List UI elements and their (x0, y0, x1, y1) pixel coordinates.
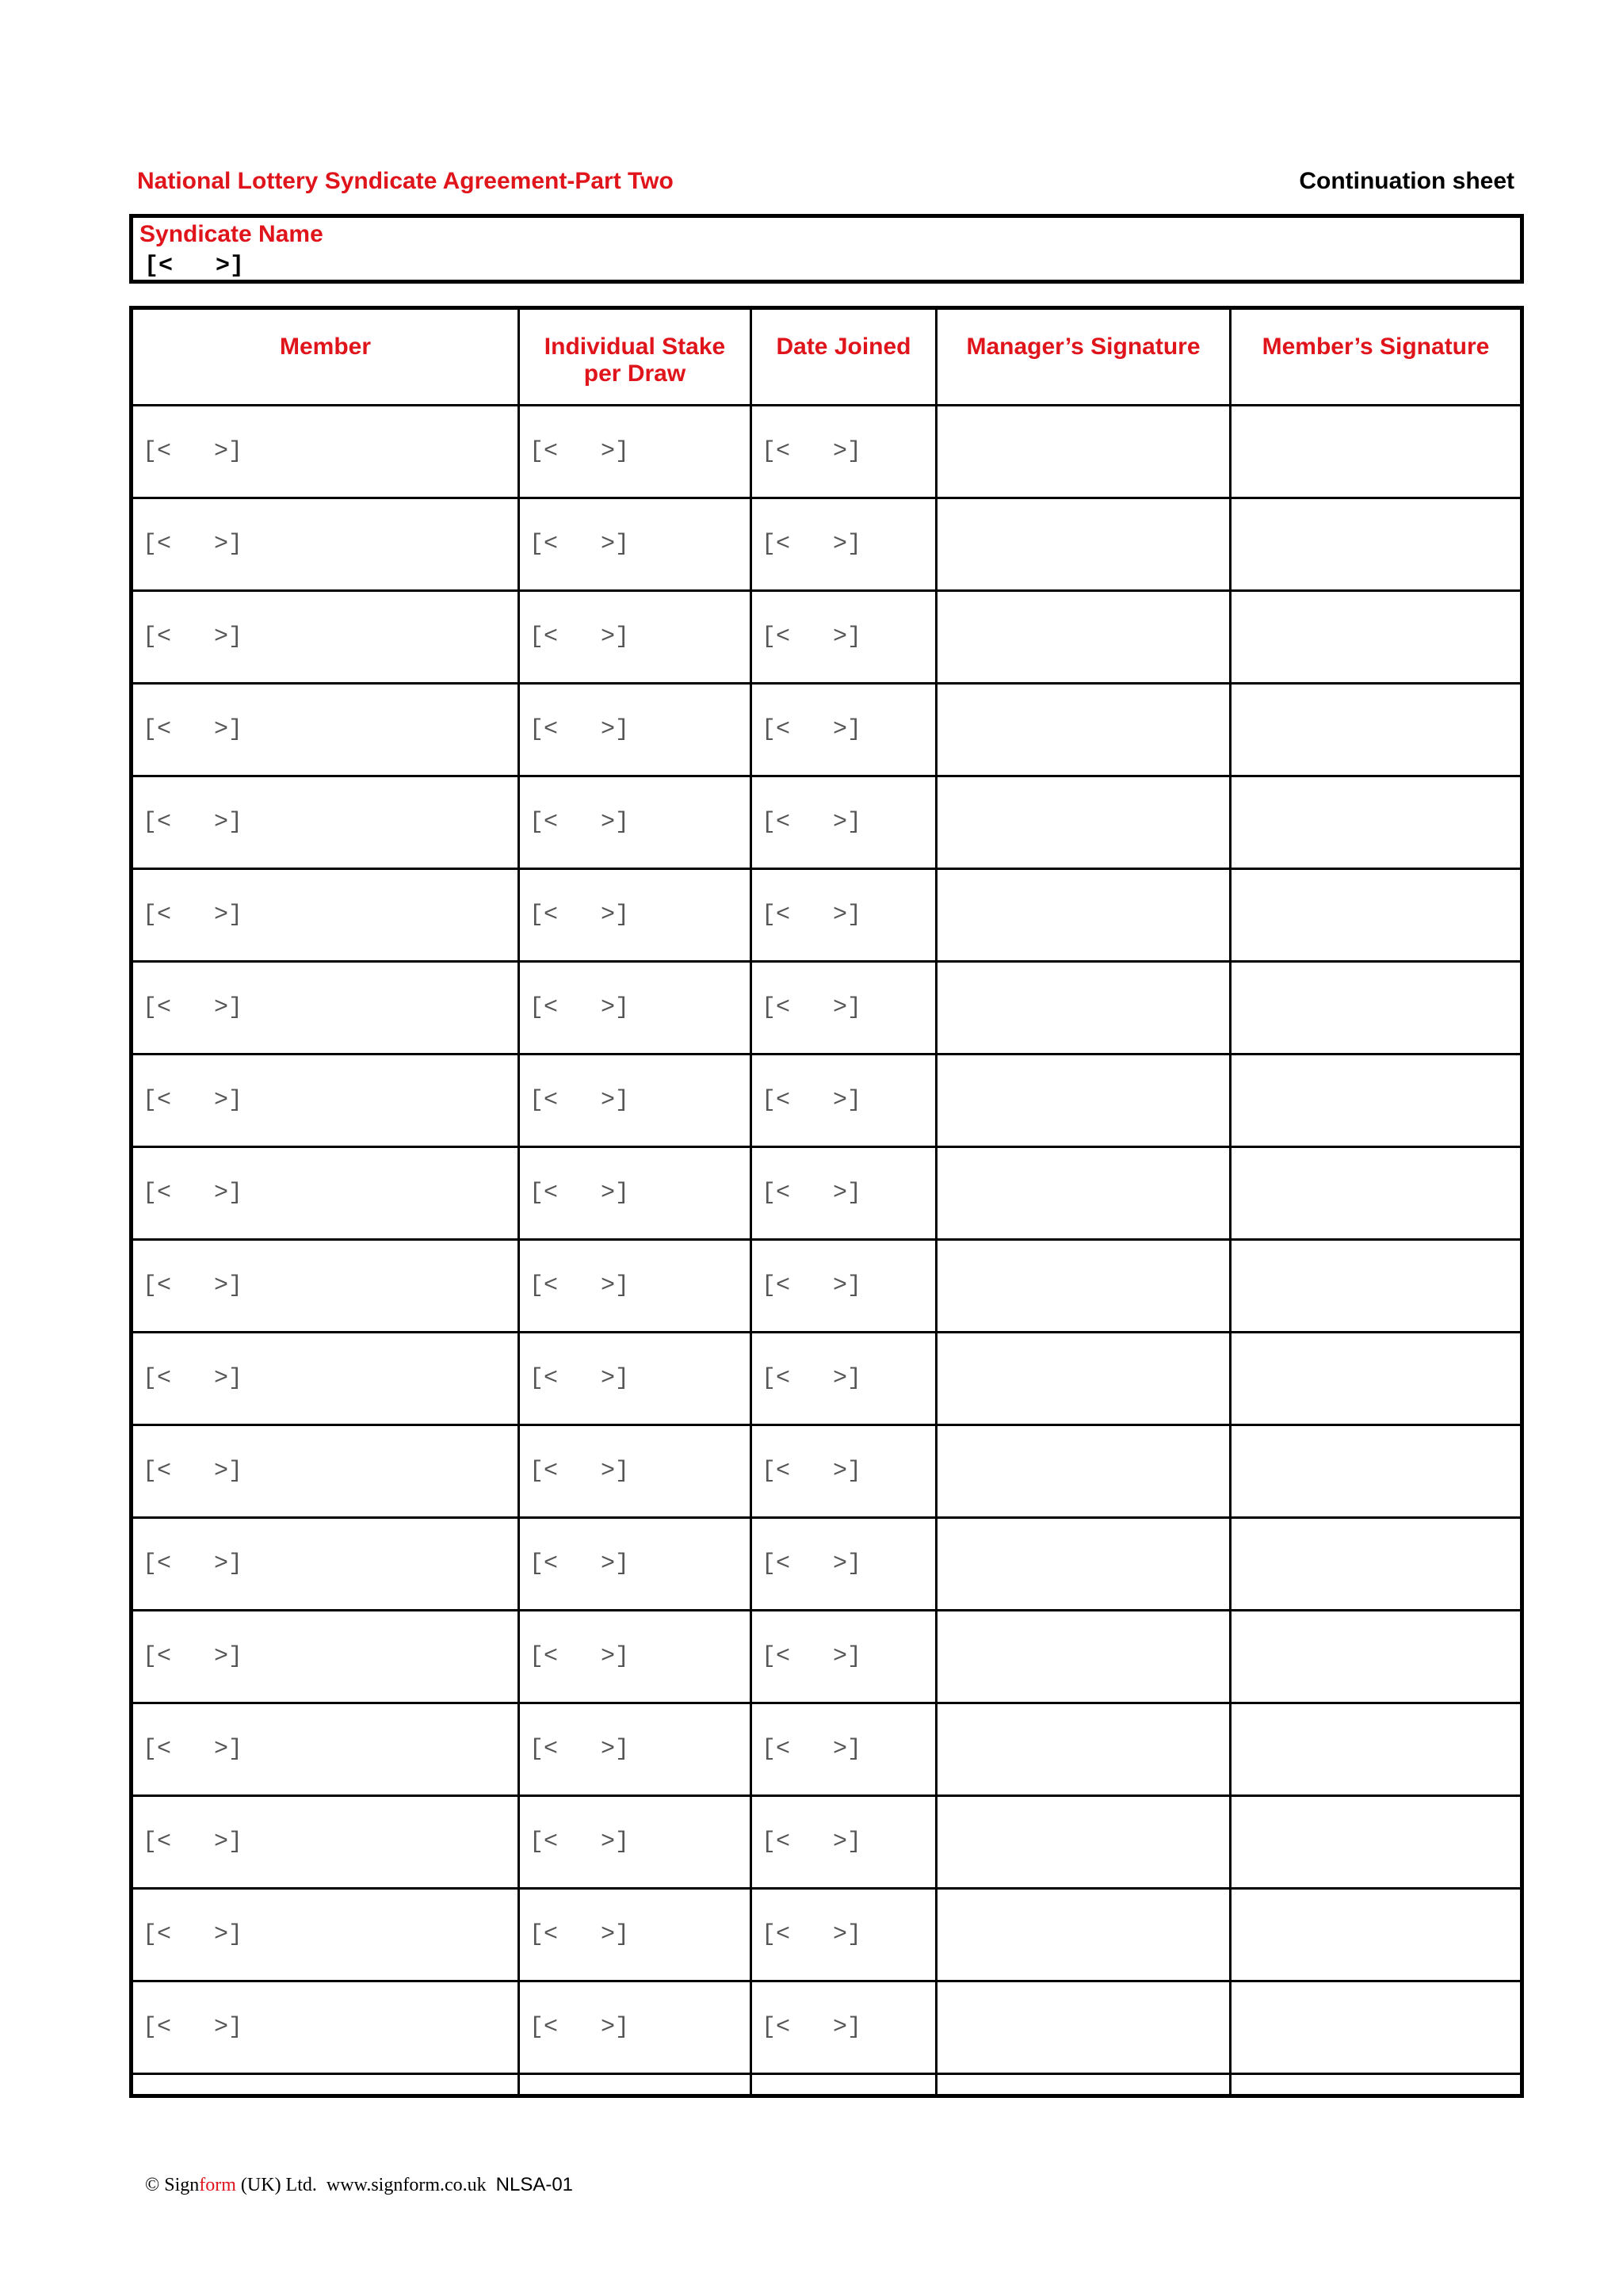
manager-signature-field[interactable] (938, 1426, 1232, 1519)
date-joined-field[interactable] (752, 963, 938, 1055)
date-joined-field[interactable] (752, 870, 938, 963)
footer-brand-sign: Sign (164, 2175, 200, 2195)
placeholder-text: [< >] (529, 1643, 630, 1670)
member-field[interactable] (133, 1982, 520, 2075)
placeholder-text: [< >] (143, 2014, 243, 2041)
syndicate-name-field[interactable]: [< >] (144, 253, 245, 280)
member-signature-field[interactable] (1232, 1426, 1520, 1519)
placeholder-text: [< >] (762, 902, 862, 929)
footer-company: (UK) Ltd. www.signform.co.uk (235, 2175, 496, 2195)
date-joined-field[interactable] (752, 1333, 938, 1426)
placeholder-text: [< >] (529, 531, 630, 558)
stake-field[interactable] (520, 963, 752, 1055)
table-spacer-cell (133, 2075, 520, 2094)
stake-field[interactable] (520, 1890, 752, 1982)
member-signature-field[interactable] (1232, 499, 1520, 592)
placeholder-text: [< >] (529, 1736, 630, 1763)
table-spacer-cell (752, 2075, 938, 2094)
date-joined-field[interactable] (752, 1982, 938, 2075)
member-field[interactable] (133, 1797, 520, 1890)
member-field[interactable] (133, 1055, 520, 1148)
placeholder-text: [< >] (143, 1272, 243, 1299)
stake-field[interactable] (520, 1519, 752, 1611)
placeholder-text: [< >] (143, 1921, 243, 1948)
manager-signature-field[interactable] (938, 1611, 1232, 1704)
column-header-manager-signature: Manager’s Signature (938, 310, 1232, 406)
placeholder-text: [< >] (529, 809, 630, 836)
member-signature-field[interactable] (1232, 1148, 1520, 1241)
manager-signature-field[interactable] (938, 1055, 1232, 1148)
member-signature-field[interactable] (1232, 1982, 1520, 2075)
member-field[interactable] (133, 1148, 520, 1241)
footer (145, 2174, 573, 2196)
manager-signature-field[interactable] (938, 406, 1232, 499)
manager-signature-field[interactable] (938, 499, 1232, 592)
date-joined-field[interactable] (752, 777, 938, 870)
member-field[interactable] (133, 1426, 520, 1519)
stake-field[interactable] (520, 1426, 752, 1519)
placeholder-text: [< >] (143, 531, 243, 558)
placeholder-text: [< >] (762, 531, 862, 558)
date-joined-field[interactable] (752, 592, 938, 685)
placeholder-text: [< >] (762, 716, 862, 743)
manager-signature-field[interactable] (938, 1241, 1232, 1333)
placeholder-text: [< >] (143, 1829, 243, 1855)
placeholder-text: [< >] (762, 994, 862, 1021)
stake-field[interactable] (520, 1055, 752, 1148)
placeholder-text: [< >] (143, 438, 243, 465)
copyright-mark: © (145, 2175, 165, 2195)
manager-signature-field[interactable] (938, 870, 1232, 963)
column-header-stake: Individual Stake per Draw (520, 310, 752, 406)
placeholder-text: [< >] (762, 1829, 862, 1855)
date-joined-field[interactable] (752, 1241, 938, 1333)
member-field[interactable] (133, 963, 520, 1055)
member-signature-field[interactable] (1232, 1890, 1520, 1982)
member-field[interactable] (133, 592, 520, 685)
date-joined-field[interactable] (752, 1426, 938, 1519)
footer-brand-form: form (199, 2175, 236, 2195)
members-table (129, 306, 1524, 2098)
placeholder-text: [< >] (762, 1272, 862, 1299)
member-field[interactable] (133, 1241, 520, 1333)
document-title: National Lottery Syndicate Agreement-Part Two (137, 168, 674, 194)
member-signature-field[interactable] (1232, 1241, 1520, 1333)
stake-field[interactable] (520, 1797, 752, 1890)
placeholder-text: [< >] (529, 1272, 630, 1299)
placeholder-text: [< >] (143, 1736, 243, 1763)
member-field[interactable] (133, 1890, 520, 1982)
stake-field[interactable] (520, 870, 752, 963)
placeholder-text: [< >] (762, 1087, 862, 1114)
placeholder-text: [< >] (529, 902, 630, 929)
member-field[interactable] (133, 1611, 520, 1704)
placeholder-text: [< >] (143, 809, 243, 836)
placeholder-text: [< >] (762, 809, 862, 836)
member-field[interactable] (133, 1333, 520, 1426)
manager-signature-field[interactable] (938, 1797, 1232, 1890)
placeholder-text: [< >] (762, 438, 862, 465)
member-field[interactable] (133, 777, 520, 870)
placeholder-text: [< >] (143, 1180, 243, 1207)
placeholder-text: [< >] (143, 624, 243, 650)
placeholder-text: [< >] (143, 716, 243, 743)
placeholder-text: [< >] (762, 624, 862, 650)
placeholder-text: [< >] (529, 1180, 630, 1207)
member-field[interactable] (133, 499, 520, 592)
placeholder-text: [< >] (143, 1550, 243, 1577)
table-spacer-cell (1232, 2075, 1520, 2094)
date-joined-field[interactable] (752, 1611, 938, 1704)
placeholder-text: [< >] (143, 1458, 243, 1485)
stake-field[interactable] (520, 685, 752, 777)
member-signature-field[interactable] (1232, 1519, 1520, 1611)
manager-signature-field[interactable] (938, 592, 1232, 685)
date-joined-field[interactable] (752, 1797, 938, 1890)
stake-field[interactable] (520, 1704, 752, 1797)
stake-field[interactable] (520, 1982, 752, 2075)
placeholder-text: [< >] (529, 1365, 630, 1392)
date-joined-field[interactable] (752, 406, 938, 499)
column-header-member: Member (133, 310, 520, 406)
stake-field[interactable] (520, 1241, 752, 1333)
placeholder-text: [< >] (143, 994, 243, 1021)
placeholder-text: [< >] (529, 1829, 630, 1855)
continuation-label: Continuation sheet (1299, 168, 1514, 194)
manager-signature-field[interactable] (938, 1982, 1232, 2075)
placeholder-text: [< >] (143, 902, 243, 929)
placeholder-text: [< >] (762, 1921, 862, 1948)
stake-field[interactable] (520, 1611, 752, 1704)
manager-signature-field[interactable] (938, 1890, 1232, 1982)
member-signature-field[interactable] (1232, 963, 1520, 1055)
member-signature-field[interactable] (1232, 1704, 1520, 1797)
footer-form-code: NLSA-01 (495, 2174, 574, 2195)
placeholder-text: [< >] (762, 2014, 862, 2041)
column-header-date-joined: Date Joined (752, 310, 938, 406)
stake-field[interactable] (520, 1333, 752, 1426)
date-joined-field[interactable] (752, 1148, 938, 1241)
stake-field[interactable] (520, 1148, 752, 1241)
placeholder-text: [< >] (143, 1087, 243, 1114)
syndicate-name-box (129, 214, 1524, 284)
member-signature-field[interactable] (1232, 1611, 1520, 1704)
stake-field[interactable] (520, 406, 752, 499)
member-signature-field[interactable] (1232, 777, 1520, 870)
member-signature-field[interactable] (1232, 1055, 1520, 1148)
manager-signature-field[interactable] (938, 777, 1232, 870)
placeholder-text: [< >] (143, 1365, 243, 1392)
manager-signature-field[interactable] (938, 1519, 1232, 1611)
date-joined-field[interactable] (752, 1704, 938, 1797)
table-spacer-cell (938, 2075, 1232, 2094)
placeholder-text: [< >] (529, 1087, 630, 1114)
placeholder-text: [< >] (529, 1550, 630, 1577)
stake-field[interactable] (520, 777, 752, 870)
placeholder-text: [< >] (762, 1180, 862, 1207)
placeholder-text: [< >] (762, 1365, 862, 1392)
member-field[interactable] (133, 406, 520, 499)
placeholder-text: [< >] (529, 438, 630, 465)
member-signature-field[interactable] (1232, 870, 1520, 963)
placeholder-text: [< >] (762, 1458, 862, 1485)
member-signature-field[interactable] (1232, 1333, 1520, 1426)
table-spacer-cell (520, 2075, 752, 2094)
manager-signature-field[interactable] (938, 1333, 1232, 1426)
syndicate-name-label: Syndicate Name (139, 221, 323, 247)
placeholder-text: [< >] (762, 1736, 862, 1763)
member-field[interactable] (133, 1704, 520, 1797)
placeholder-text: [< >] (143, 1643, 243, 1670)
manager-signature-field[interactable] (938, 685, 1232, 777)
column-header-member-signature: Member’s Signature (1232, 310, 1520, 406)
placeholder-text: [< >] (762, 1643, 862, 1670)
stake-field[interactable] (520, 592, 752, 685)
placeholder-text: [< >] (529, 1458, 630, 1485)
member-signature-field[interactable] (1232, 1797, 1520, 1890)
placeholder-text: [< >] (529, 2014, 630, 2041)
member-field[interactable] (133, 685, 520, 777)
member-field[interactable] (133, 1519, 520, 1611)
placeholder-text: [< >] (529, 624, 630, 650)
placeholder-text: [< >] (762, 1550, 862, 1577)
date-joined-field[interactable] (752, 1890, 938, 1982)
member-field[interactable] (133, 870, 520, 963)
date-joined-field[interactable] (752, 1055, 938, 1148)
stake-field[interactable] (520, 499, 752, 592)
member-signature-field[interactable] (1232, 592, 1520, 685)
placeholder-text: [< >] (529, 1921, 630, 1948)
date-joined-field[interactable] (752, 1519, 938, 1611)
member-signature-field[interactable] (1232, 406, 1520, 499)
manager-signature-field[interactable] (938, 1704, 1232, 1797)
manager-signature-field[interactable] (938, 963, 1232, 1055)
date-joined-field[interactable] (752, 685, 938, 777)
member-signature-field[interactable] (1232, 685, 1520, 777)
date-joined-field[interactable] (752, 499, 938, 592)
placeholder-text: [< >] (529, 716, 630, 743)
placeholder-text: [< >] (529, 994, 630, 1021)
manager-signature-field[interactable] (938, 1148, 1232, 1241)
